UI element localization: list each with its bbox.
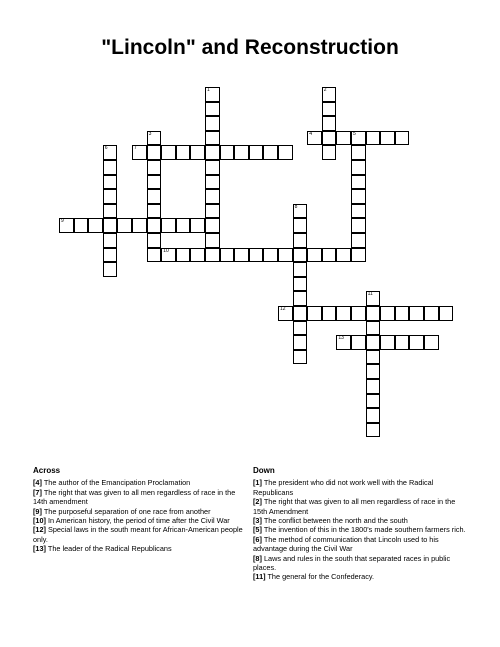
across-clue-text: The author of the Emancipation Proclamation — [41, 478, 191, 488]
down-clue-number: [5] — [253, 525, 262, 535]
crossword-cell[interactable] — [366, 321, 381, 336]
crossword-cell[interactable] — [322, 306, 337, 321]
down-clue-text: The method of communication that Lincoln used to his advantage during the Civil War — [253, 534, 439, 554]
crossword-cell[interactable] — [249, 248, 264, 263]
clue-number: 12 — [280, 306, 286, 312]
across-clues — [33, 466, 245, 554]
crossword-cell[interactable] — [293, 233, 308, 248]
clue-number: 6 — [104, 145, 108, 152]
crossword-cell[interactable] — [424, 306, 439, 321]
down-clue-text: The president who did not work well with the Radical Republicans — [253, 478, 434, 497]
crossword-cell[interactable] — [351, 131, 366, 146]
crossword-cell[interactable] — [74, 218, 89, 233]
crossword-cell[interactable] — [205, 204, 220, 219]
clue-number: 1 — [207, 87, 210, 93]
crossword-cell[interactable] — [103, 218, 118, 233]
crossword-cell[interactable] — [147, 175, 162, 190]
crossword-cell[interactable] — [293, 248, 308, 263]
down-clue-number: [3] — [253, 516, 262, 526]
crossword-cell[interactable] — [147, 233, 162, 248]
crossword-cell[interactable] — [190, 218, 205, 233]
crossword-cell[interactable] — [103, 233, 118, 248]
crossword-cell[interactable] — [147, 189, 162, 204]
clue-number: 5 — [353, 130, 356, 137]
crossword-cell[interactable] — [293, 277, 308, 292]
crossword-cell[interactable] — [351, 204, 366, 219]
crossword-cell[interactable] — [103, 160, 118, 175]
crossword-cell[interactable] — [234, 145, 249, 160]
crossword-cell[interactable] — [366, 306, 381, 321]
crossword-cell[interactable] — [103, 204, 118, 219]
down-clue-text: The invention of this in the 1800's made southern farmers rich. — [261, 525, 466, 535]
crossword-cell[interactable] — [132, 145, 147, 160]
crossword-cell[interactable] — [307, 248, 322, 263]
crossword-cell[interactable] — [205, 87, 220, 102]
crossword-cell[interactable] — [366, 350, 381, 365]
down-clue-text: Laws and rules in the south that separated races in public places. — [253, 553, 451, 573]
crossword-cell[interactable] — [103, 248, 118, 263]
crossword-cell[interactable] — [307, 306, 322, 321]
crossword-cell[interactable] — [205, 189, 220, 204]
across-clue — [33, 516, 245, 525]
clue-number: 4 — [309, 130, 312, 137]
down-clue — [253, 554, 468, 573]
crossword-cell[interactable] — [293, 204, 308, 219]
crossword-cell[interactable] — [176, 218, 191, 233]
crossword-cell[interactable] — [395, 335, 410, 350]
crossword-cell[interactable] — [293, 350, 308, 365]
crossword-cell[interactable] — [59, 218, 74, 233]
down-clue-text: The general for the Confederacy. — [265, 572, 375, 582]
crossword-cell[interactable] — [336, 248, 351, 263]
crossword-cell[interactable] — [322, 145, 337, 160]
crossword-cell[interactable] — [351, 218, 366, 233]
across-clue-number: [4] — [33, 478, 42, 488]
crossword-cell[interactable] — [366, 131, 381, 146]
clue-number: 10 — [163, 247, 169, 254]
across-heading: Across — [33, 466, 61, 475]
across-clue-text: The leader of the Radical Republicans — [45, 544, 172, 554]
crossword-cell[interactable] — [395, 306, 410, 321]
clue-number: 8 — [294, 203, 298, 210]
across-clue-number: [10] — [33, 516, 46, 526]
page-title: "Lincoln" and Reconstruction — [101, 36, 399, 59]
crossword-cell[interactable] — [161, 145, 176, 160]
crossword-cell[interactable] — [205, 116, 220, 131]
crossword-cell[interactable] — [147, 248, 162, 263]
crossword-cell[interactable] — [176, 248, 191, 263]
down-clues — [253, 466, 468, 582]
down-clue-number: [6] — [253, 534, 262, 544]
crossword-cell[interactable] — [307, 131, 322, 146]
down-clue-number: [1] — [253, 478, 262, 488]
down-clue — [253, 525, 468, 534]
crossword-cell[interactable] — [380, 131, 395, 146]
crossword-cell[interactable] — [161, 248, 176, 263]
crossword-cell[interactable] — [103, 145, 118, 160]
crossword-cell[interactable] — [293, 306, 308, 321]
crossword-cell[interactable] — [351, 189, 366, 204]
crossword-cell[interactable] — [409, 306, 424, 321]
across-clue-number: [9] — [33, 506, 42, 516]
crossword-cell[interactable] — [293, 262, 308, 277]
crossword-cell[interactable] — [351, 175, 366, 190]
crossword-cell[interactable] — [293, 335, 308, 350]
down-clue-number: [2] — [253, 497, 262, 507]
clue-number: 11 — [367, 291, 373, 298]
crossword-cell[interactable] — [322, 248, 337, 263]
clue-number: 13 — [338, 335, 344, 342]
crossword-cell[interactable] — [424, 335, 439, 350]
crossword-cell[interactable] — [234, 248, 249, 263]
down-clue — [253, 478, 468, 497]
crossword-cell[interactable] — [205, 233, 220, 248]
crossword-cell[interactable] — [293, 291, 308, 306]
down-heading: Down — [253, 466, 275, 475]
down-clue-number: [8] — [253, 553, 262, 563]
crossword-cell[interactable] — [190, 145, 205, 160]
crossword-cell[interactable] — [147, 145, 162, 160]
crossword-cell[interactable] — [322, 102, 337, 117]
across-clue-number: [13] — [33, 544, 46, 554]
crossword-cell[interactable] — [409, 335, 424, 350]
crossword-cell[interactable] — [103, 175, 118, 190]
crossword-cell[interactable] — [380, 306, 395, 321]
across-clue-text: The purposeful separation of one race from another — [41, 506, 211, 516]
across-clue-text: The right that was given to all men regardless of race in the 14th amendment — [33, 487, 236, 507]
crossword-cell[interactable] — [117, 218, 132, 233]
crossword-cell[interactable] — [366, 364, 381, 379]
crossword-cell[interactable] — [351, 160, 366, 175]
crossword-cell[interactable] — [395, 131, 410, 146]
down-clue — [253, 497, 468, 516]
crossword-cell[interactable] — [132, 218, 147, 233]
crossword-cell[interactable] — [351, 145, 366, 160]
crossword-cell[interactable] — [366, 423, 381, 438]
crossword-cell[interactable] — [351, 306, 366, 321]
down-clue — [253, 535, 468, 554]
crossword-cell[interactable] — [439, 306, 454, 321]
clue-number: 9 — [61, 218, 64, 225]
crossword-cell[interactable] — [293, 218, 308, 233]
crossword-cell[interactable] — [147, 218, 162, 233]
crossword-cell[interactable] — [263, 248, 278, 263]
crossword-cell[interactable] — [278, 145, 293, 160]
crossword-cell[interactable] — [205, 102, 220, 117]
across-clue-text: In American history, the period of time after the Civil War — [45, 516, 230, 526]
across-clue-number: [7] — [33, 487, 42, 497]
across-clue-number: [12] — [33, 525, 46, 535]
crossword-cell[interactable] — [88, 218, 103, 233]
crossword-cell[interactable] — [190, 248, 205, 263]
crossword-cell[interactable] — [366, 335, 381, 350]
crossword-cell[interactable] — [103, 262, 118, 277]
down-clue-number: [11] — [253, 572, 266, 582]
crossword-cell[interactable] — [351, 233, 366, 248]
across-clue-text: Special laws in the south meant for African-American people only. — [33, 525, 243, 544]
down-clue-text: The conflict between the north and the south — [261, 516, 408, 526]
crossword-cell[interactable] — [205, 175, 220, 190]
crossword-cell[interactable] — [263, 145, 278, 160]
crossword-cell[interactable] — [366, 379, 381, 394]
crossword-cell[interactable] — [147, 160, 162, 175]
crossword-cell[interactable] — [205, 131, 220, 146]
crossword-cell[interactable] — [380, 335, 395, 350]
crossword-cell[interactable] — [205, 145, 220, 160]
crossword-cell[interactable] — [322, 87, 337, 102]
crossword-cell[interactable] — [351, 335, 366, 350]
crossword-cell[interactable] — [278, 306, 293, 321]
clue-number: 2 — [323, 87, 327, 93]
across-clue — [33, 525, 245, 544]
across-clue — [33, 488, 245, 507]
crossword-cell[interactable] — [293, 321, 308, 336]
crossword-cell[interactable] — [205, 248, 220, 263]
clue-number: 3 — [148, 130, 152, 137]
crossword-cell[interactable] — [351, 248, 366, 263]
clue-number: 7 — [134, 145, 137, 152]
down-clue — [253, 516, 468, 525]
crossword-cell[interactable] — [278, 248, 293, 263]
crossword-cell[interactable] — [336, 131, 351, 146]
across-clue — [33, 507, 245, 516]
crossword-cell[interactable] — [161, 218, 176, 233]
crossword-cell[interactable] — [205, 160, 220, 175]
crossword-cell[interactable] — [336, 306, 351, 321]
crossword-cell[interactable] — [205, 218, 220, 233]
crossword-cell[interactable] — [322, 116, 337, 131]
crossword-cell[interactable] — [220, 248, 235, 263]
across-clue — [33, 478, 245, 487]
down-clue — [253, 572, 468, 581]
across-clue — [33, 544, 245, 553]
crossword-cell[interactable] — [103, 189, 118, 204]
crossword-cell[interactable] — [147, 204, 162, 219]
down-clue-text: The right that was given to all men regardless of race in the 15th Amendment — [253, 497, 456, 516]
crossword-cell[interactable] — [176, 145, 191, 160]
crossword-cell[interactable] — [322, 131, 337, 146]
crossword-cell[interactable] — [366, 394, 381, 409]
crossword-cell[interactable] — [220, 145, 235, 160]
crossword-cell[interactable] — [147, 131, 162, 146]
crossword-cell[interactable] — [336, 335, 351, 350]
crossword-cell[interactable] — [249, 145, 264, 160]
crossword-cell[interactable] — [366, 291, 381, 306]
crossword-cell[interactable] — [366, 408, 381, 423]
